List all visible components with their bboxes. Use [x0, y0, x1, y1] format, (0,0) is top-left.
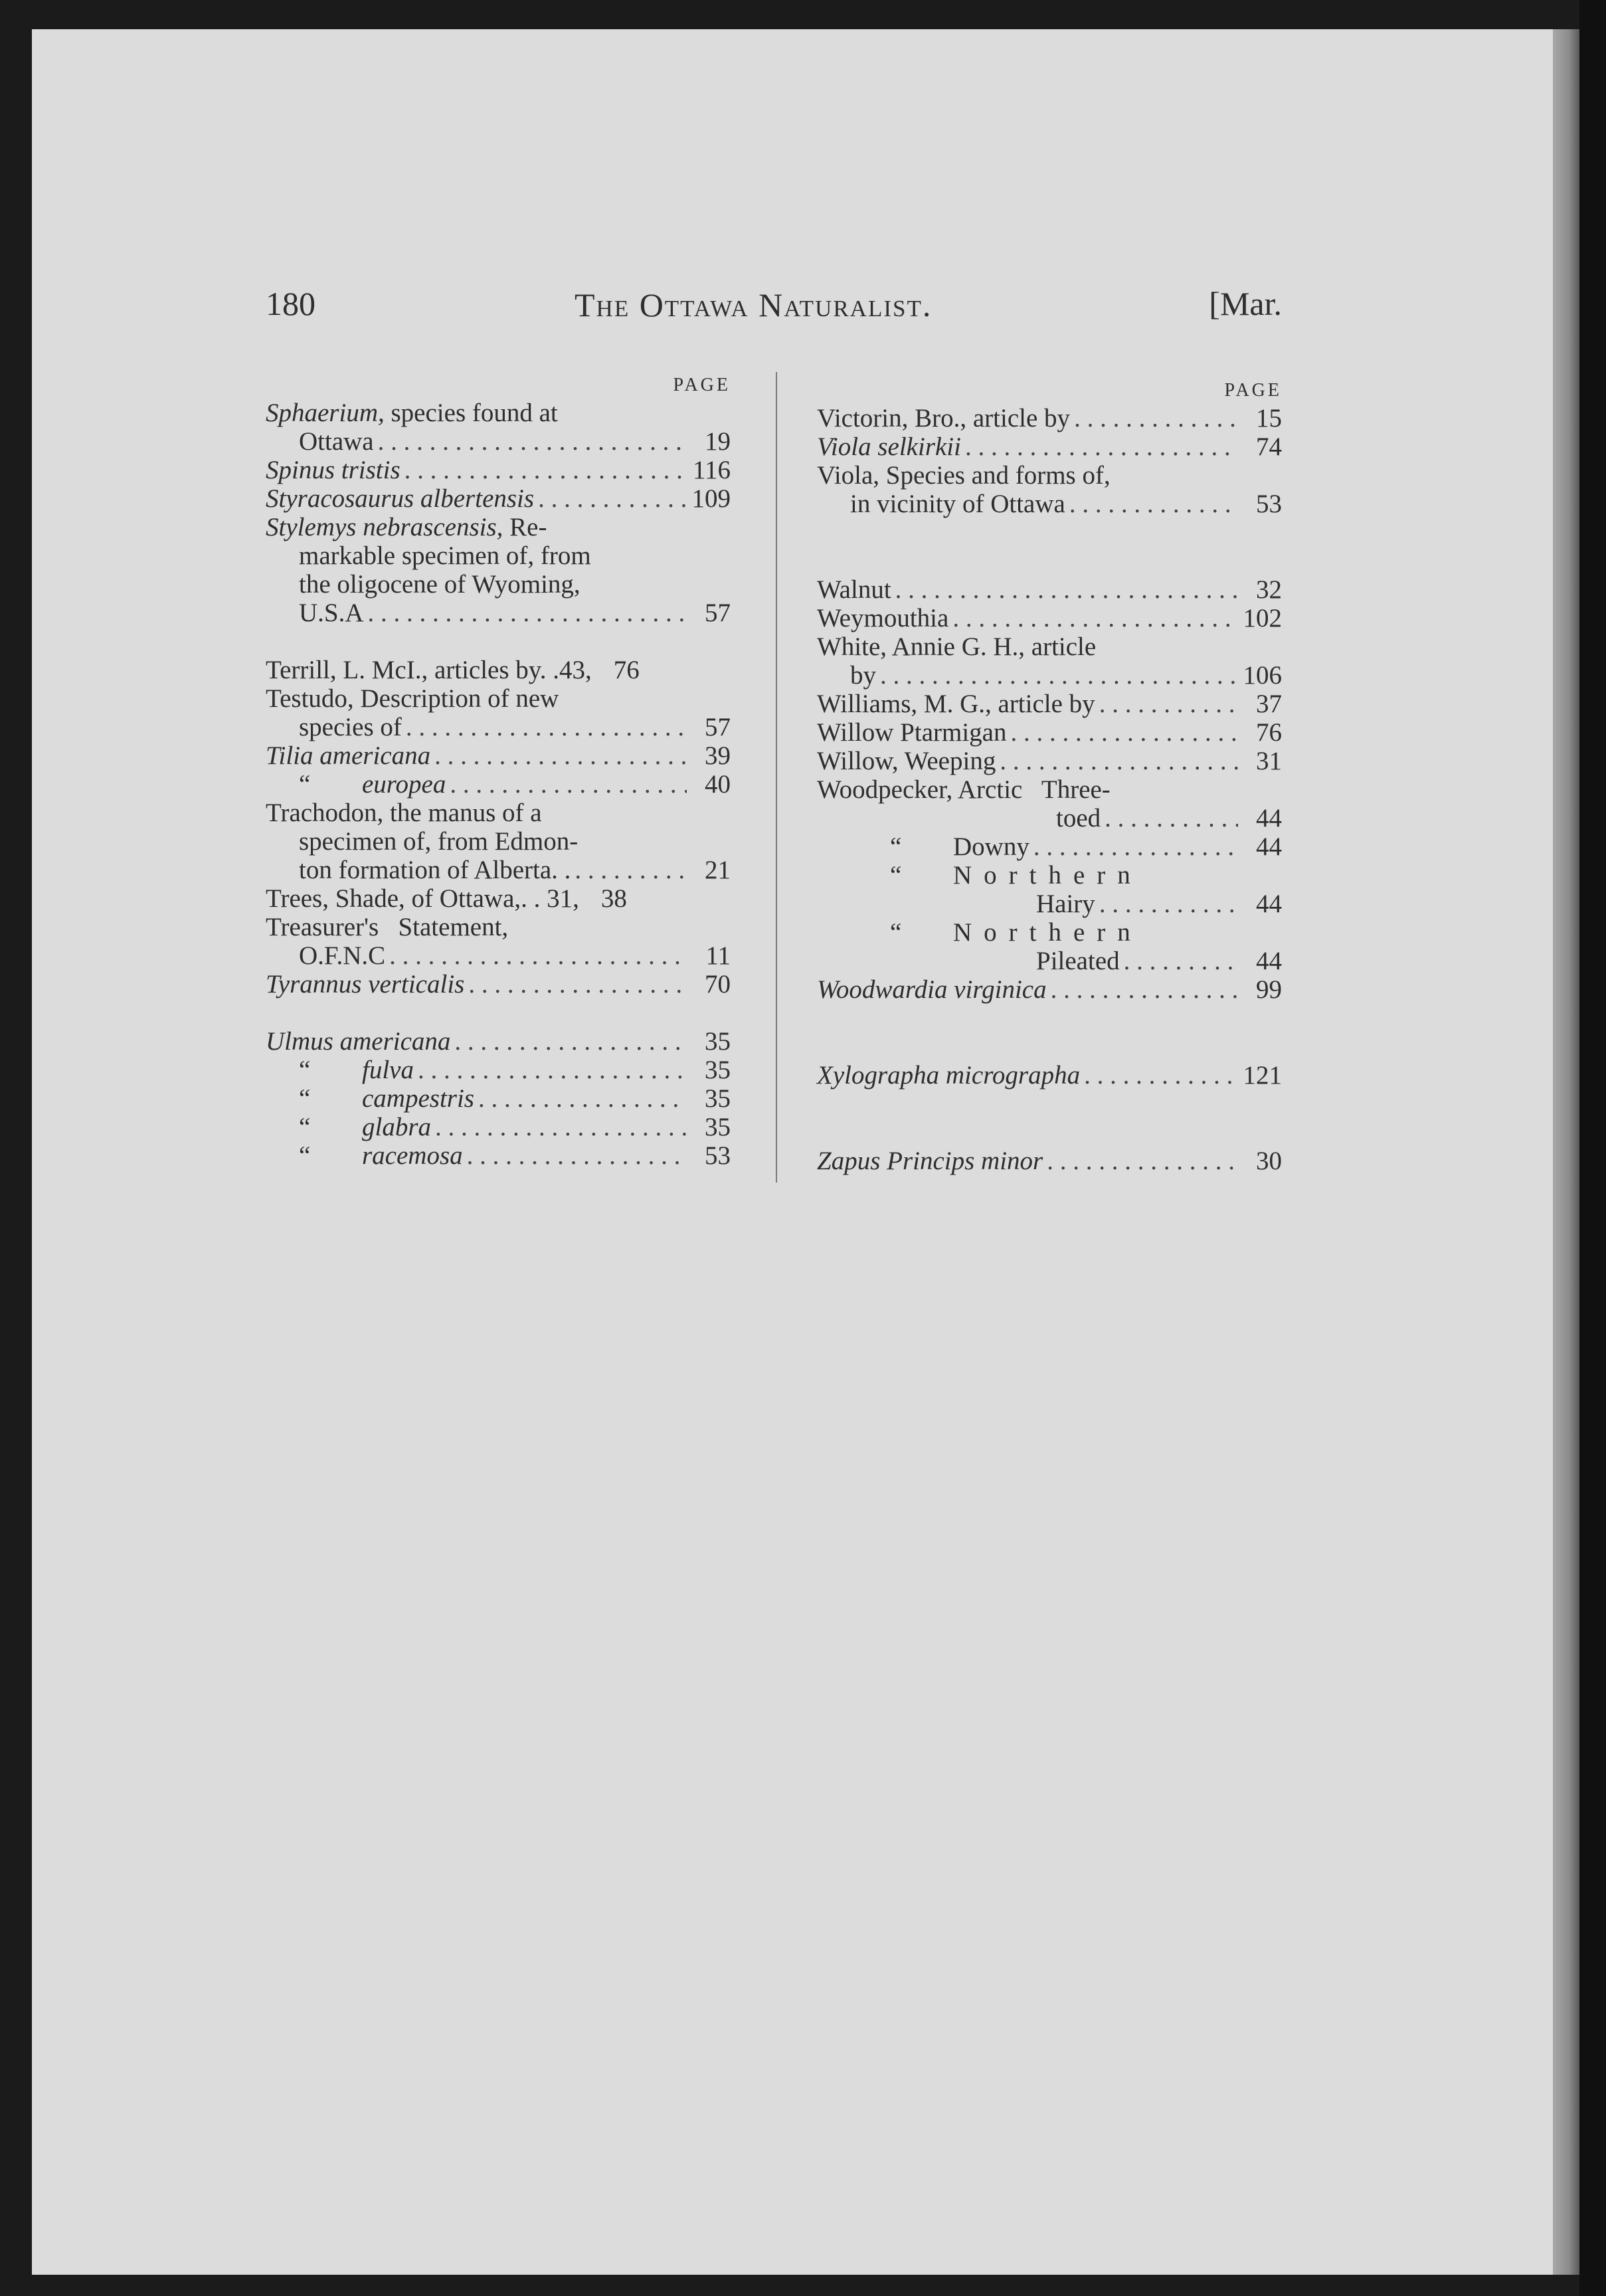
- index-entry: “ Downy . . . 44: [817, 832, 1282, 861]
- index-entry: markable specimen of, from: [299, 541, 591, 570]
- journal-title: The Ottawa Naturalist.: [575, 286, 933, 324]
- index-entry: Ulmus americana . . . 35: [266, 1027, 731, 1056]
- index-entry: “ Northern: [890, 861, 1142, 890]
- index-entry: Tyrannus verticalis . . . 70: [266, 970, 731, 999]
- document-page: [32, 29, 1553, 2275]
- ditto-mark: “: [890, 861, 902, 890]
- index-entry: Willow Ptarmigan . . . 76: [817, 718, 1282, 747]
- issue-month: [Mar.: [1209, 285, 1282, 322]
- index-entry: White, Annie G. H., article: [817, 632, 1097, 661]
- index-entry: Weymouthia . . . 102: [817, 604, 1282, 632]
- index-entry: “ campestris . . . 35: [266, 1084, 731, 1113]
- index-entry: Sphaerium, species found at: [266, 399, 558, 427]
- index-entry: U.S.A . . . 57: [266, 599, 731, 627]
- index-column-right: [817, 377, 1282, 1175]
- index-entry: Hairy . . . 44: [817, 890, 1282, 918]
- index-entry: Trees, Shade, of Ottawa,. . 31, 38: [266, 884, 627, 913]
- index-entry: “ europea . . . 40: [266, 770, 731, 799]
- index-entry: Stylemys nebrascensis, Re-: [266, 513, 547, 541]
- ditto-mark: “: [299, 1113, 311, 1141]
- index-entry: ton formation of Alberta. . . . . 21: [266, 856, 731, 884]
- index-entry: Testudo, Description of new: [266, 684, 559, 713]
- page-column-label: PAGE: [673, 375, 731, 395]
- page-edge: [1553, 29, 1579, 2275]
- column-divider: [776, 372, 777, 1183]
- index-entry: Viola selkirkii . . . 74: [817, 432, 1282, 461]
- index-entry: Woodpecker, Arctic Three-: [817, 775, 1111, 804]
- index-entry: “ racemosa . . . 53: [266, 1141, 731, 1170]
- ditto-mark: “: [299, 1084, 311, 1113]
- index-entry: Tilia americana . . . 39: [266, 741, 731, 770]
- ditto-mark: “: [299, 770, 311, 799]
- index-entry: Spinus tristis . . . 116: [266, 456, 731, 484]
- index-entry: Woodwardia virginica . . . 99: [817, 975, 1282, 1004]
- index-entry: “ glabra . . . 35: [266, 1113, 731, 1141]
- page-number: 180: [266, 285, 315, 322]
- index-entry: Trachodon, the manus of a: [266, 799, 542, 827]
- index-entry: toed . . . 44: [817, 804, 1282, 832]
- index-entry: Walnut . . . 32: [817, 575, 1282, 604]
- ditto-mark: “: [299, 1141, 311, 1170]
- index-entry: Xylographa micrographa . . . 121: [817, 1061, 1282, 1090]
- index-entry: Treasurer's Statement,: [266, 913, 509, 941]
- index-column-left: [266, 372, 731, 1170]
- index-entry: Willow, Weeping . . . 31: [817, 747, 1282, 775]
- index-entry: Williams, M. G., article by . . . 37: [817, 690, 1282, 718]
- ditto-mark: “: [890, 832, 902, 861]
- index-entry: Ottawa . . . 19: [266, 427, 731, 456]
- index-entry: Styracosaurus albertensis . . . 109: [266, 484, 731, 513]
- running-header: [266, 284, 1282, 337]
- index-entry: “ Northern: [890, 918, 1142, 947]
- page-column-label: PAGE: [1224, 380, 1282, 401]
- index-entry: Zapus Princips minor . . . 30: [817, 1147, 1282, 1175]
- index-entry: species of . . . 57: [266, 713, 731, 741]
- index-entry: by . . . 106: [817, 661, 1282, 690]
- index-entry: “ fulva . . . 35: [266, 1056, 731, 1084]
- ditto-mark: “: [299, 1056, 311, 1084]
- index-entry: specimen of, from Edmon-: [299, 827, 579, 856]
- index-entry: Pileated . . . 44: [817, 947, 1282, 975]
- ditto-mark: “: [890, 918, 902, 947]
- index-entry: Viola, Species and forms of,: [817, 461, 1111, 490]
- index-entry: Victorin, Bro., article by . . . 15: [817, 404, 1282, 432]
- index-entry: the oligocene of Wyoming,: [299, 570, 580, 599]
- scan-border: [1579, 0, 1606, 2296]
- index-entry: Terrill, L. McI., articles by. .43, 76: [266, 656, 640, 684]
- index-entry: in vicinity of Ottawa . . . 53: [817, 490, 1282, 518]
- index-entry: O.F.N.C . . . 11: [266, 941, 731, 970]
